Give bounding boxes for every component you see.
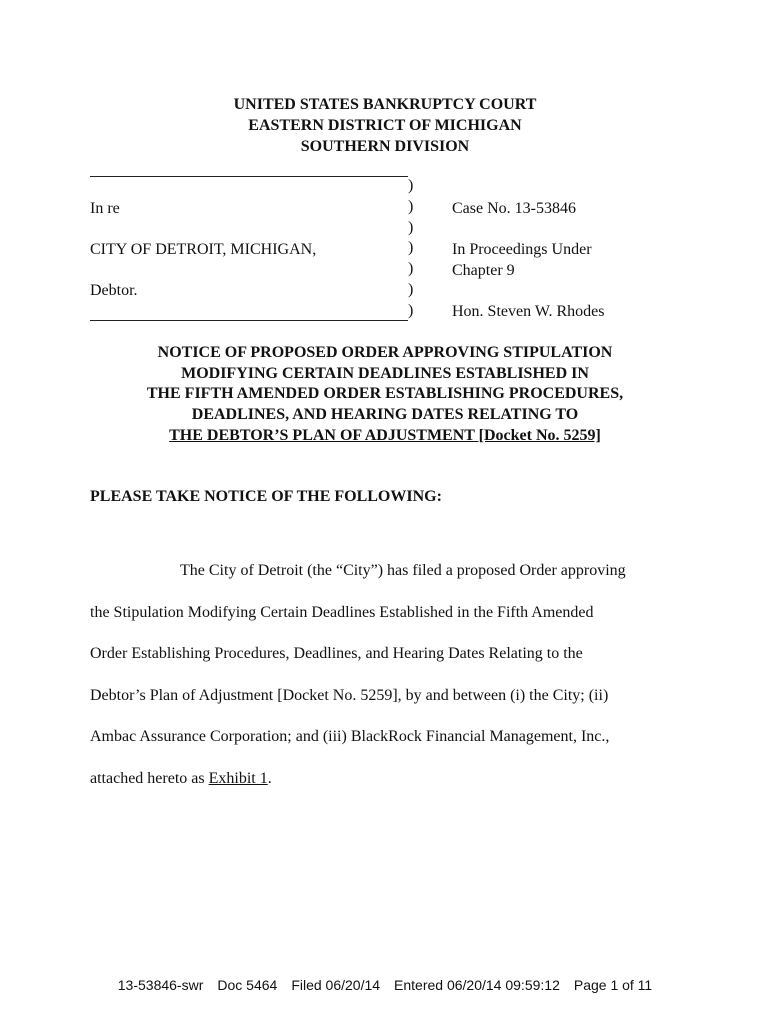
body-line: Order Establishing Procedures, Deadlines, and Hearing Dates Relating to the <box>90 645 583 662</box>
in-re-label: In re <box>90 200 120 217</box>
body-text: attached hereto as <box>90 769 209 787</box>
body-line: Ambac Assurance Corporation; and (iii) BlackRock Financial Management, Inc., <box>90 728 610 745</box>
caption-top-rule <box>90 176 408 177</box>
caption-paren: ) <box>408 260 414 278</box>
case-caption <box>90 162 690 327</box>
title-line: THE FIFTH AMENDED ORDER ESTABLISHING PROCEDURES, <box>146 385 624 403</box>
caption-paren: ) <box>408 197 414 215</box>
caption-paren: ) <box>408 301 414 319</box>
caption-paren: ) <box>408 218 414 236</box>
title-line: THE DEBTOR’S PLAN OF ADJUSTMENT [Docket No. 5259] <box>169 426 601 444</box>
body-text: . <box>267 769 272 787</box>
court-division: SOUTHERN DIVISION <box>300 138 470 155</box>
body-paragraph <box>90 550 680 799</box>
body-line: Debtor’s Plan of Adjustment [Docket No. 5259], by and between (i) the City; (ii) <box>90 686 609 704</box>
caption-paren-column <box>408 176 418 322</box>
footer-entered-date: Entered 06/20/14 09:59:12 <box>394 977 560 993</box>
judge-name: Hon. Steven W. Rhodes <box>452 303 605 320</box>
footer-filed-date: Filed 06/20/14 <box>291 977 381 993</box>
body-line: The City of Detroit (the “City”) has filed a proposed Order approving <box>180 562 626 579</box>
proceedings-line-1: In Proceedings Under <box>452 241 592 258</box>
caption-paren: ) <box>408 239 414 257</box>
court-name: UNITED STATES BANKRUPTCY COURT <box>233 96 537 113</box>
notice-heading: PLEASE TAKE NOTICE OF THE FOLLOWING: <box>90 488 442 505</box>
case-number: Case No. 13-53846 <box>452 200 576 217</box>
filing-footer <box>0 977 770 993</box>
body-line <box>90 758 680 800</box>
footer-doc-number: Doc 5464 <box>217 977 278 993</box>
court-district: EASTERN DISTRICT OF MICHIGAN <box>248 117 522 134</box>
court-header <box>0 94 770 157</box>
title-line: NOTICE OF PROPOSED ORDER APPROVING STIPULATION <box>157 344 613 361</box>
body-line: the Stipulation Modifying Certain Deadlines Established in the Fifth Amended <box>90 603 594 621</box>
caption-paren: ) <box>408 280 414 298</box>
debtor-name: CITY OF DETROIT, MICHIGAN, <box>90 241 317 258</box>
footer-page-number: Page 1 of 11 <box>573 977 653 993</box>
exhibit-link[interactable]: Exhibit 1 <box>208 769 268 787</box>
title-line: MODIFYING CERTAIN DEADLINES ESTABLISHED IN <box>181 364 589 382</box>
footer-case-number: 13-53846-swr <box>117 977 204 993</box>
document-title <box>0 343 770 447</box>
title-line: DEADLINES, AND HEARING DATES RELATING TO <box>191 406 579 424</box>
proceedings-line-2: Chapter 9 <box>452 262 515 279</box>
debtor-label: Debtor. <box>90 282 138 299</box>
caption-paren: ) <box>408 177 414 194</box>
caption-bottom-rule <box>90 320 408 321</box>
